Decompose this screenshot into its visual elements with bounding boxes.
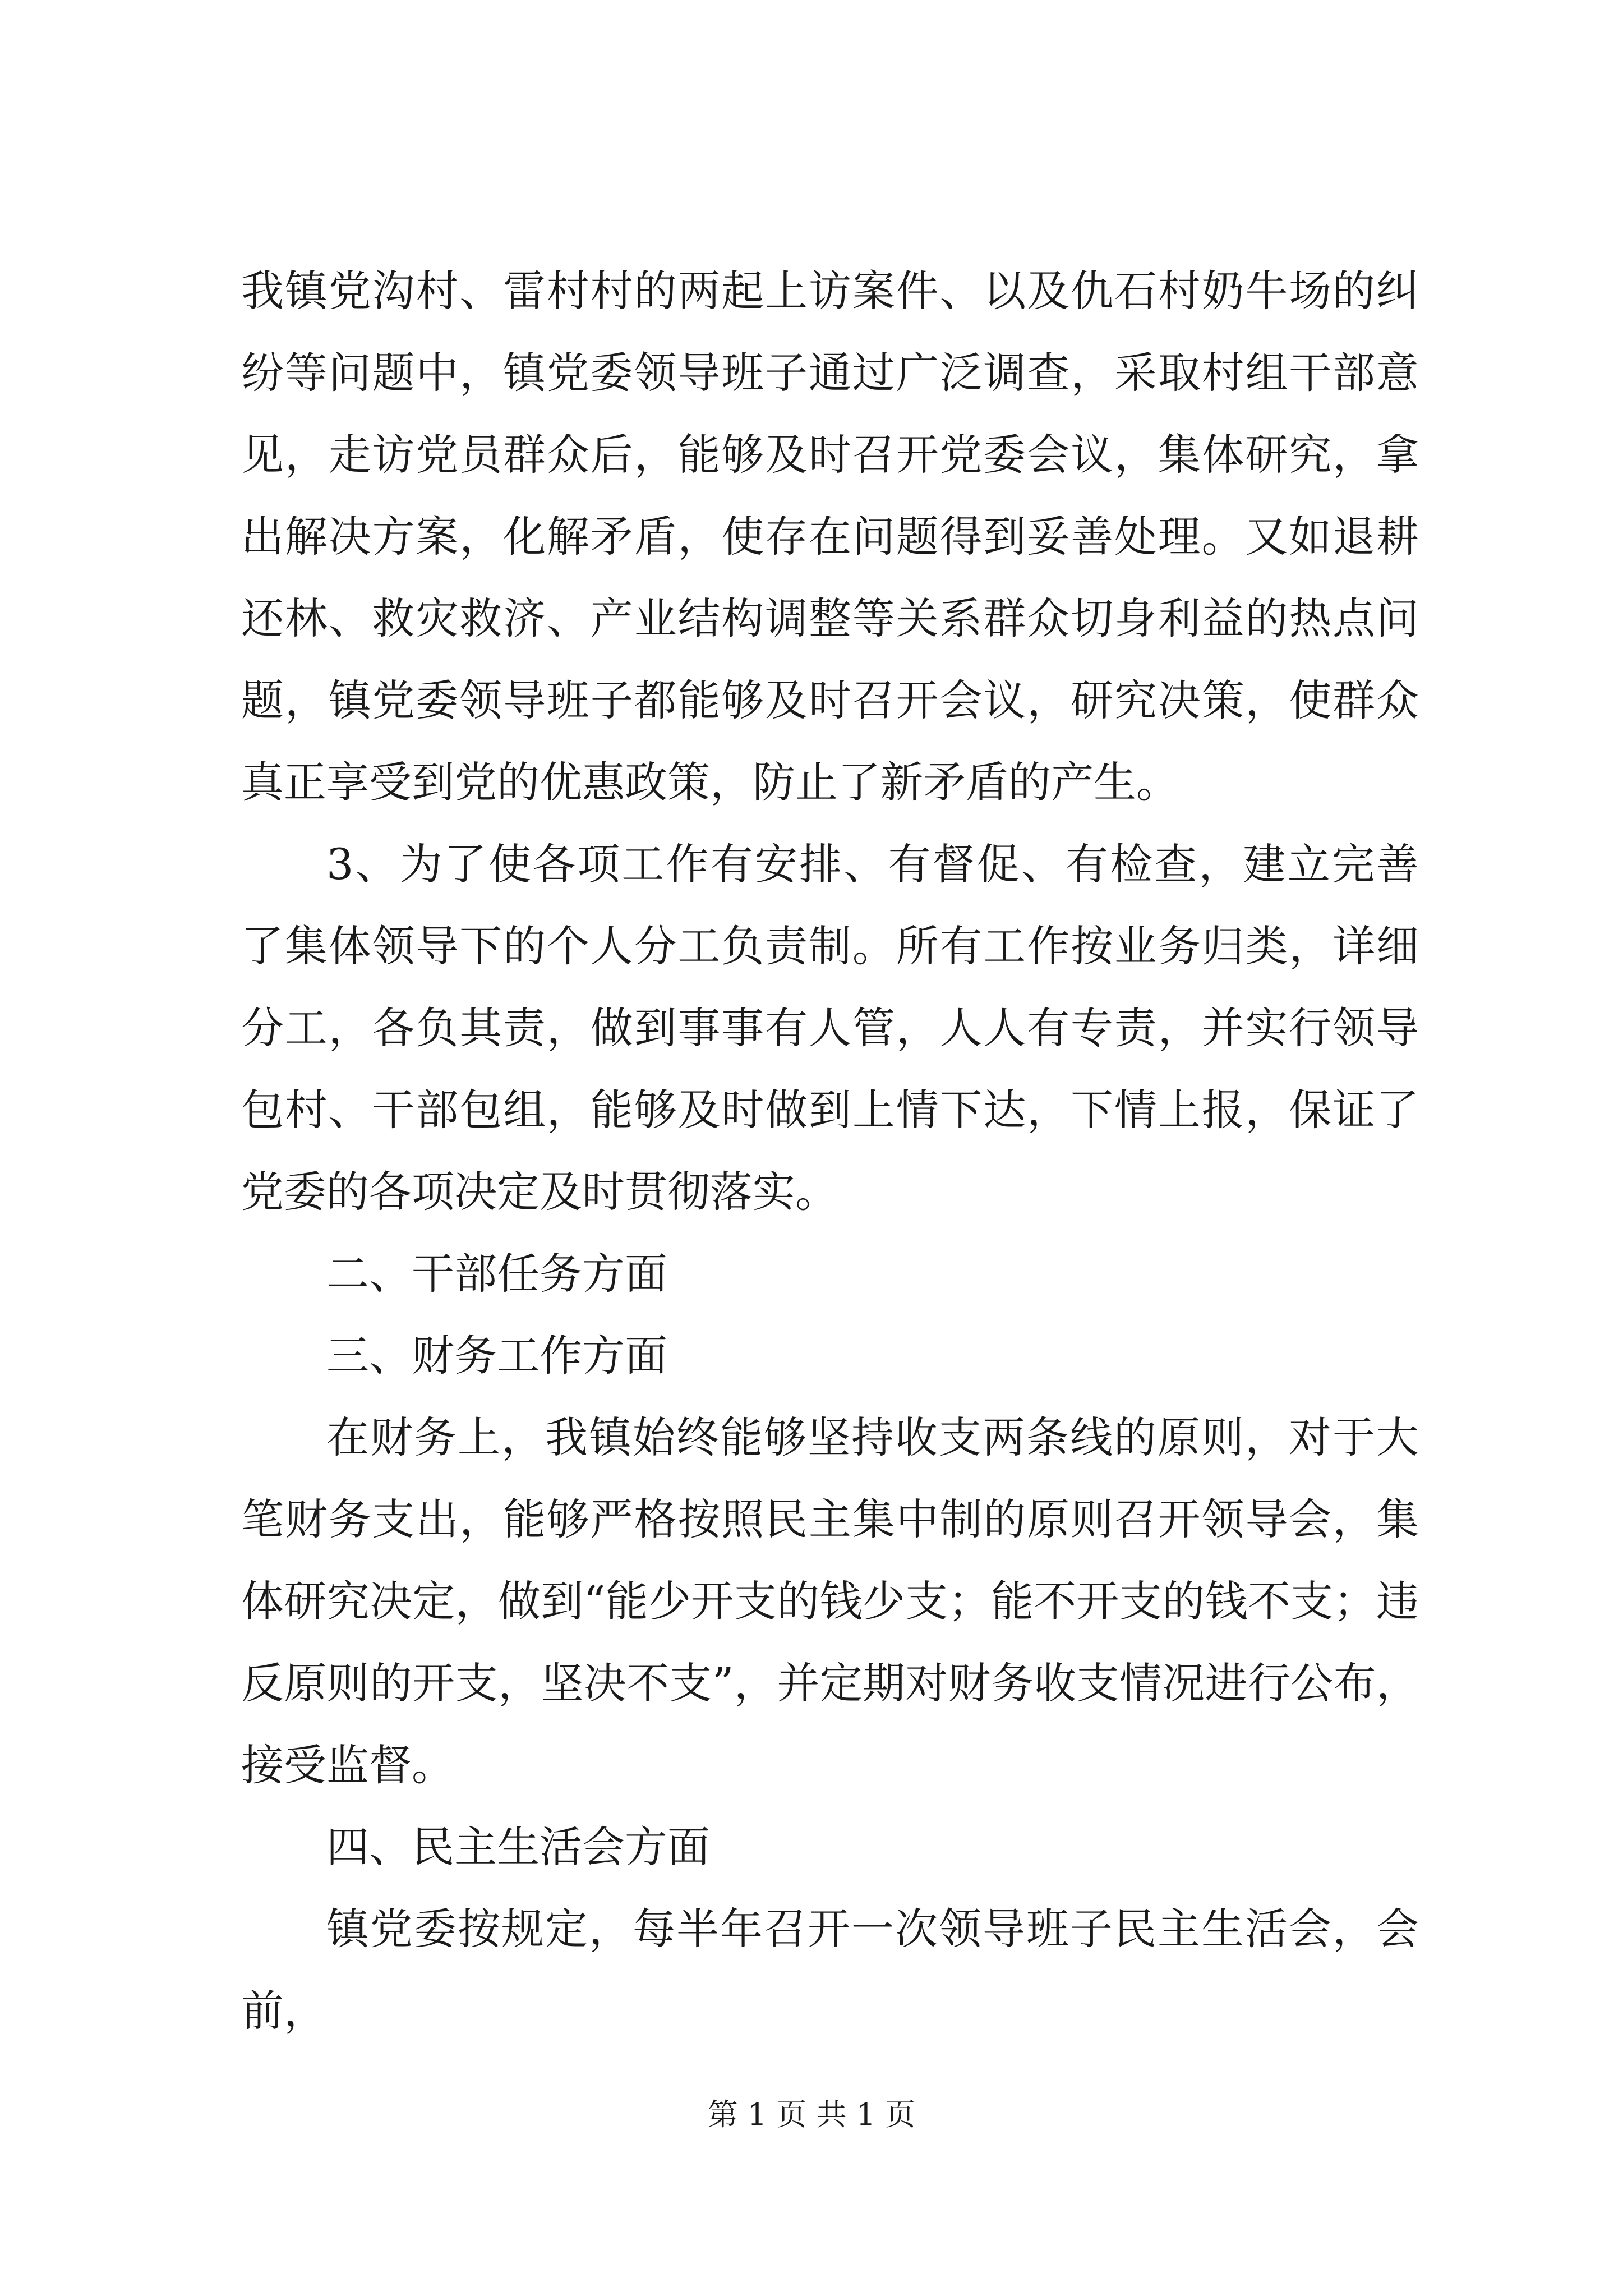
section-heading-cadre-tasks: 二、干部任务方面 <box>326 1249 667 1299</box>
section-heading-democratic-life: 四、民主生活会方面 <box>326 1822 710 1872</box>
page-footer: 第 1 页 共 1 页 <box>707 2097 916 2132</box>
paragraph-item-3: 3、为了使各项工作有安排、有督促、有检查，建立完善了集体领导下的个人分工负责制。所有工作按业务归类，详细分工，各负其责，做到事事有人管，人人有专责，并实行领导包村、干部包组，能够及时做到上情下达，下情上报，保证了党委的各项决定及时贯彻落实。 <box>241 839 1419 1217</box>
paragraph-finance: 在财务上，我镇始终能够坚持收支两条线的原则，对于大笔财务支出，能够严格按照民主集中制的原则召开领导会，集体研究决定，做到“能少开支的钱少支；能不开支的钱不支；违反原则的开支，坚决不支”，并定期对财务收支情况进行公布，接受监督。 <box>241 1412 1419 1790</box>
section-heading-finance: 三、财务工作方面 <box>326 1331 667 1381</box>
paragraph-democratic-life: 镇党委按规定，每半年召开一次领导班子民主生活会，会前， <box>241 1904 1419 2036</box>
paragraph-continuation: 我镇党沟村、雷村村的两起上访案件、以及仇石村奶牛场的纠纷等问题中，镇党委领导班子通过广泛调查，采取村组干部意见，走访党员群众后，能够及时召开党委会议，集体研究，拿出解决方案，化解矛盾，使存在问题得到妥善处理。又如退耕还林、救灾救济、产业结构调整等关系群众切身利益的热点问题，镇党委领导班子都能够及时召开会议，研究决策，使群众真正享受到党的优惠政策，防止了新矛盾的产生。 <box>241 266 1419 807</box>
document-body <box>241 250 1419 2052</box>
